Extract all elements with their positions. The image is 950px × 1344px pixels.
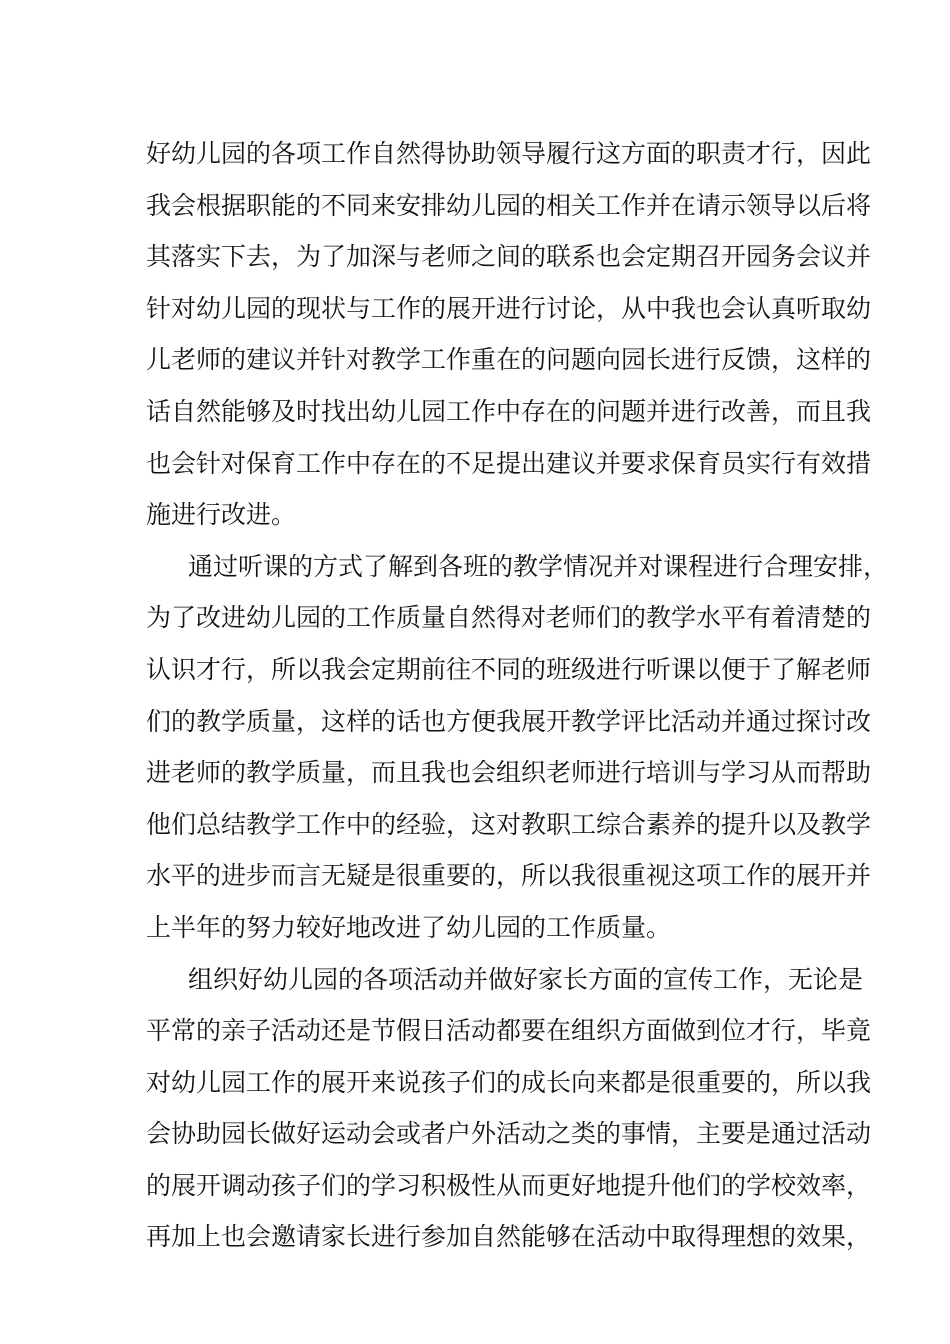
paragraph-2-line-1: 通过听课的方式了解到各班的教学情况并对课程进行合理安排， <box>188 551 889 581</box>
paragraph-1-line-6: 话自然能够及时找出幼儿园工作中存在的问题并进行改善，而且我 <box>146 396 872 426</box>
paragraph-3-line-6: 再加上也会邀请家长进行参加自然能够在活动中取得理想的效果， <box>146 1222 872 1252</box>
paragraph-2-line-5: 进老师的教学质量，而且我也会组织老师进行培训与学习从而帮助 <box>146 758 872 788</box>
paragraph-1-line-2: 我会根据职能的不同来安排幼儿园的相关工作并在请示领导以后将 <box>146 190 872 220</box>
paragraph-3-line-3: 对幼儿园工作的展开来说孩子们的成长向来都是很重要的，所以我 <box>146 1067 872 1097</box>
paragraph-1-line-4: 针对幼儿园的现状与工作的展开进行讨论，从中我也会认真听取幼 <box>146 293 872 323</box>
paragraph-3-line-5: 的展开调动孩子们的学习积极性从而更好地提升他们的学校效率， <box>146 1170 872 1200</box>
paragraph-1-line-7: 也会针对保育工作中存在的不足提出建议并要求保育员实行有效措 <box>146 448 872 478</box>
paragraph-1-line-3: 其落实下去，为了加深与老师之间的联系也会定期召开园务会议并 <box>146 242 872 272</box>
paragraph-3-line-1: 组织好幼儿园的各项活动并做好家长方面的宣传工作，无论是 <box>188 964 864 994</box>
paragraph-1-line-8: 施进行改进。 <box>146 500 297 530</box>
paragraph-1-line-1: 好幼儿园的各项工作自然得协助领导履行这方面的职责才行，因此 <box>146 139 872 168</box>
paragraph-3-line-4: 会协助园长做好运动会或者户外活动之类的事情，主要是通过活动 <box>146 1119 872 1149</box>
paragraph-2-line-8: 上半年的努力较好地改进了幼儿园的工作质量。 <box>146 912 672 942</box>
paragraph-2-line-3: 认识才行，所以我会定期前往不同的班级进行听课以便于了解老师 <box>146 654 872 684</box>
paragraph-2-line-6: 他们总结教学工作中的经验，这对教职工综合素养的提升以及教学 <box>146 809 872 839</box>
body-text <box>146 128 889 1263</box>
paragraph-1-line-5: 儿老师的建议并针对教学工作重在的问题向园长进行反馈，这样的 <box>146 345 872 375</box>
paragraph-3-line-2: 平常的亲子活动还是节假日活动都要在组织方面做到位才行，毕竟 <box>146 1016 872 1046</box>
paragraph-2-line-2: 为了改进幼儿园的工作质量自然得对老师们的教学水平有着清楚的 <box>146 603 872 633</box>
paragraph-2-line-4: 们的教学质量，这样的话也方便我展开教学评比活动并通过探讨改 <box>146 706 872 736</box>
paragraph-2-line-7: 水平的进步而言无疑是很重要的，所以我很重视这项工作的展开并 <box>146 861 872 891</box>
